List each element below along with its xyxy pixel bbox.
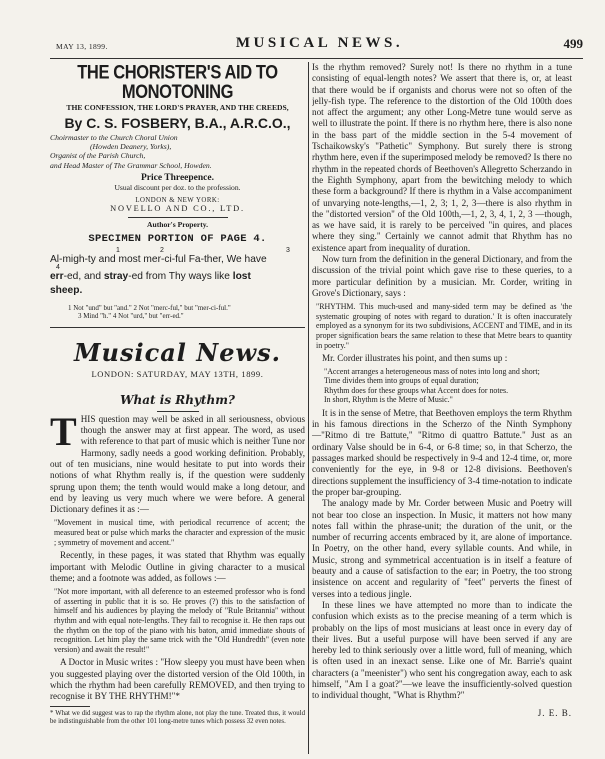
grove-quote: "RHYTHM. This much-used and many-sided term may be defined as 'the systematic grouping of notes with regard to duration.' It is often inaccurately employed as a synonym for its two subdivisions, ACCENT and TIME, and in its proper signification bears the same relation to these that Metre bears to quantity in poetry." [316, 302, 572, 350]
lyric-bold: err [50, 270, 64, 282]
ad-price: Price Threepence. [141, 172, 214, 183]
ad-credentials [50, 133, 305, 170]
article-paragraph: In these lines we have attempted no more than to indicate the confusion which exists as to the precise meaning of a term which is probably on the lips of most musicians at least once in every day of their lives. But a useful purpose will have been served if any are hereby led to think seriously over a little word, full of meaning, which is often used in an inexact sense. Like one of Mr. Barrie's quaint characters (a "meenister") who sent his congregation away, each to ask himself, "Am I a goat?"—we leave the insufficiently-solved question to individual thought, "What is Rhythm?" [312, 599, 572, 701]
dateline: LONDON: SATURDAY, MAY 13TH, 1899. [91, 368, 264, 379]
ad-property: Author's Property. [128, 217, 228, 229]
page-number: 499 [563, 36, 583, 51]
summary-line: "Accent arranges a heterogeneous mass of notes into long and short; [324, 366, 540, 376]
masthead: Musical News. [73, 337, 281, 367]
lyric-bold: lost [232, 270, 251, 282]
specimen-heading: SPECIMEN PORTION OF PAGE 4. [88, 232, 267, 245]
dictionary-quote: "Movement in musical time, with periodical recurrence of accent; the measured beat or pulse which marks the character and expression of the music ; symmetry of movement and accent." [54, 518, 305, 547]
running-header [56, 34, 583, 56]
article-paragraph: Mr. Corder illustrates his point, and then sums up : [322, 353, 508, 364]
article-footnote: * What we did suggest was to rap the rhythm alone, not play the tune. Treated thus, it would be indistinguishable from the other 101 long-metre tunes which possess 32 even notes. [50, 709, 305, 725]
lyric-text: -ed, and [63, 270, 104, 282]
title-rule [157, 411, 199, 412]
header-paper-title: MUSICAL NEWS. [235, 35, 404, 51]
ad-footnotes [50, 304, 305, 321]
paragraph-text: HIS question may well be asked in all seriousness, obvious though the answer may at first appear. The word, as used with reference to that part of music which is neither Tune nor Harmony, sadly needs a good working definition. Probably, out of ten musicians, nine would hesitate to put into words their notions of what Rhythm really is, if the question were suddenly sprung upon them; the tenth would would make a long detour, and end by leaving us very much where we were before. A general Dictionary defines it as :— [50, 413, 305, 515]
summary-line: In short, Rhythm is the Metre of Music." [324, 395, 453, 405]
lyric-text: -ed from Thy ways like [128, 270, 233, 282]
article-paragraph: A Doctor in Music writes : "How sleepy you must have been when you suggested playing over the distorted version of the Old 100th, in which the rhythm had been carefully REMOVED, and then trying to recognise it BY THE RHYTHM!"* [50, 657, 305, 702]
credential-line: Choirmaster to the Church Choral Union [50, 133, 178, 142]
article-paragraph: Recently, in these pages, it was stated that Rhythm was equally important with Melodic Outline in giving character to a musical theme; and a footnote was added, as follows :— [50, 550, 305, 583]
header-date: MAY 13, 1899. [56, 42, 108, 51]
header-rule [50, 58, 583, 59]
lyric-line: sheep. [50, 284, 83, 296]
left-column [50, 62, 305, 754]
ad-author: By C. S. FOSBERY, B.A., A.R.C.O., [64, 115, 291, 131]
summary-line: Time divides them into groups of equal duration; [324, 376, 479, 386]
summary-line: Rhythm does for these groups what Accent does for notes. [324, 385, 509, 395]
article-title: What is Rhythm? [120, 392, 235, 407]
footnote-mark: 2 [160, 246, 164, 254]
ad-discount: Usual discount per doz. to the profession. [114, 182, 241, 192]
column-divider [308, 62, 309, 754]
ad-publisher: NOVELLO AND CO., LTD. [110, 203, 245, 213]
right-column [312, 62, 572, 754]
footnote-mark: 1 [116, 246, 120, 254]
credential-line: Organist of the Parish Church, [50, 151, 146, 161]
article-paragraph: Is the rhythm removed? Surely not! Is there no rhythm in a tune consisting of equal-length notes? We assert that there is, or, at least that there would be if organists and chorus were not so often of the jelly-fish type. The reference to the distortion of the Old 100th does not affect the argument; any other Long-Metre tune would serve as well to illustrate the point. If there is no rhythm here, there is also none in the bass part of the middle section in the 5-4 movement of Tschaikowsky's "Pathetic" Symphony. But surely there is strong rhythm here, even if the superimposed melody be removed? Is there no rhythm in the repeated chords of Beethoven's Allegretto Scherzando in the Eighth Symphony, apart from the bewitching melody to which these form a background? If there is rhythm in a Valse accompaniment of unvarying note-lengths,—1, 2, 3; 1, 2, 3—there is also rhythm in the "distorted version" of the Old 100th,—1, 2, 3, 4, 1, 2, 3 —though, as we have said, it is rarely to be perceived "in quires, and places where they sing." Certainly we cannot admit that Rhythm has no existence apart from inequality of duration. [312, 62, 572, 253]
signature: J. E. B. [537, 707, 572, 718]
lyric-line [50, 270, 305, 284]
ad-subtitle: THE CONFESSION, THE LORD'S PRAYER, AND THE CREEDS, [66, 103, 289, 112]
footnote-quote: "Not more important, with all deference to an esteemed professor who is fond of asserting in public that it is so. He proves (?) this to the satisfaction of himself and his audiences by playing the melody of "Rule Britannia" without rhythm and with equal note-lengths. They fail to recognise it. He then raps out the rhythm on the top of the piano with his baton, amid immediate shouts of recognition. Let him play the same trick with the "Old Hundredth" (even note version) and await the result!" [54, 587, 305, 654]
credential-line: (Howden Deanery, Yorks), [90, 142, 172, 152]
article-paragraph: Now turn from the definition in the general Dictionary, and from the discussion of the trivial point which gave rise to these queries, to a more particular definition by a musician. Mr. Corder, writing in Grove's Dictionary, says : [312, 254, 572, 298]
article-paragraph: It is in the sense of Metre, that Beethoven employs the term Rhythm in his famous directions in the Scherzo of the Ninth Symphony—"Ritmo di tre Battute," "Ritmo di quattro Battute." Just as an ordinary Valse should be in 6-4, or 6-8 time; so, in that Scherzo, the passages marked should be respectively in 9-4 and 12-4 time, or, more conveniently for the eye, in 9-8 or 12-8 divisions. Beethoven's directions supplement the insufficiency of 3-4 time-notation to indicate the proper bar-grouping. [312, 407, 572, 497]
section-rule [50, 327, 305, 328]
credential-line: and Head Master of The Grammar School, Howden. [50, 160, 212, 170]
footnote-mark: 4 [56, 263, 60, 271]
footnote-mark: 3 [286, 246, 290, 254]
article-paragraph [50, 408, 305, 516]
ad-pub-cities: LONDON & NEW YORK: [135, 196, 220, 204]
footnote-rule [50, 706, 90, 707]
corder-summary [312, 367, 572, 405]
ad-footnote-line: 3 Mind "h." 4 Not "urd," but "err-ed." [78, 312, 184, 321]
specimen-lyric [50, 246, 305, 298]
advertisement [50, 62, 305, 321]
ad-footnote-line: 1 Not "und" but "and." 2 Not "merc-ful," but "mer-ci-ful." [68, 303, 231, 312]
article-paragraph: The analogy made by Mr. Corder between Music and Poetry will not bear too close an inspection. In Music, it matters not how many notes fall within the phrase-unit; the duration of the unit, or the number of recurring accents embraced by it, are alone of importance. In Poetry, on the other hand, every syllable counts. And while, in Music, strong and symmetrical accentuation is in itself a feature of beauty and a cause of satisfaction to the ear; in Poetry, the too strong insistence on accent and regularity of "feet" perverts the finest of verses into a tedious jingle. [312, 498, 572, 599]
ad-title: THE CHORISTER'S AID TO MONOTONING [77, 62, 278, 103]
lyric-line: Al-migh-ty and most mer-ci-ful Fa-ther, We have [50, 253, 267, 265]
lyric-bold: stray [103, 270, 129, 282]
drop-cap: T [50, 408, 77, 454]
